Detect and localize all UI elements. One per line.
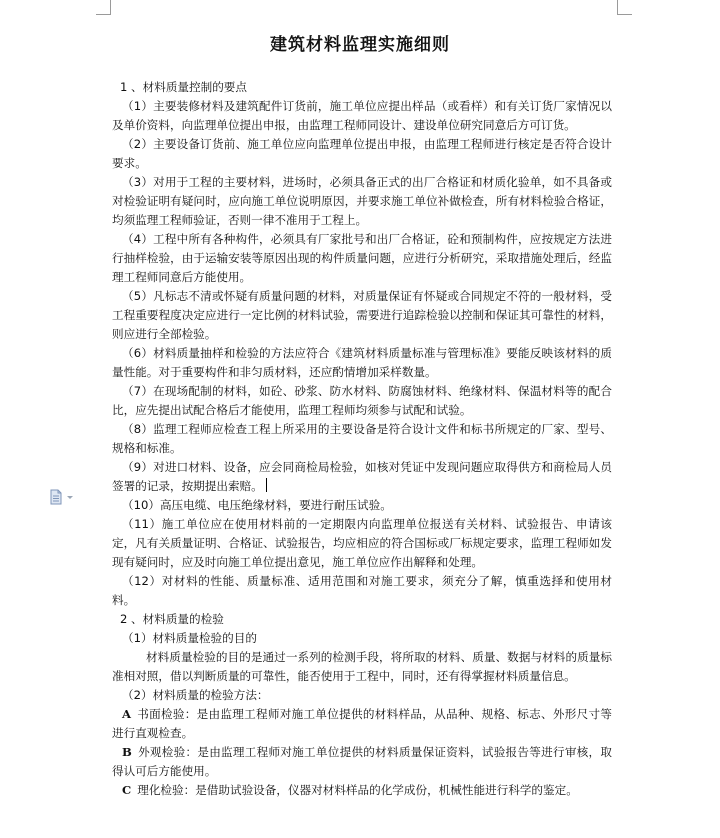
paragraph: [112, 648, 612, 686]
paragraph-text: （8）监理工程师应检查工程上所采用的主要设备是符合设计文件和标书所规定的厂家、型号、规格和标准。: [112, 422, 612, 455]
method-letter: A: [122, 707, 131, 721]
paragraph-text: （12）对材料的性能、质量标准、适用范围和对施工要求，须充分了解，慎重选择和使用材料。: [112, 574, 612, 607]
paragraph: [112, 686, 612, 705]
paragraph: [112, 230, 612, 287]
paragraph-text: 外观检验：是由监理工程师对施工单位提供的材料质量保证资料，试验报告等进行审核，取得认可后方能使用。: [112, 745, 612, 778]
paragraph: [112, 420, 612, 458]
paragraph: [112, 173, 612, 230]
paragraph-text: （5）凡标志不清或怀疑有质量问题的材料，对质量保证有怀疑或合同规定不符的一般材料，受工程重要程度决定应进行一定比例的材料试验，需要进行追踪检验以控制和保证其可靠性的材料，则应进行全部检验。: [112, 289, 612, 341]
paragraph-text: （9）对进口材料、设备，应会同商检局检验，如核对凭证中发现问题应取得供方和商检局人员签署的记录，按期提出索赔。: [112, 460, 612, 493]
paragraph-text: （10）高压电缆、电压绝缘材料，要进行耐压试验。: [122, 498, 392, 512]
paragraph-text: （11）施工单位应在使用材料前的一定期限内向监理单位报送有关材料、试验报告、申请该定，凡有关质量证明、合格证、试验报告，均应相应的符合国标或厂标规定要求，监理工程师如发现有疑问时，应及时向施工单位提出意见，施工单位应作出解释和处理。: [112, 517, 612, 569]
document-body[interactable]: [112, 78, 612, 800]
document-options-icon[interactable]: [48, 489, 78, 505]
method-item: [112, 705, 612, 743]
paragraph: [112, 135, 612, 173]
paragraph-text: 1 、材料质量控制的要点: [120, 80, 247, 94]
paragraph-text: （2）材料质量的检验方法：: [122, 688, 269, 702]
paragraph: [112, 458, 612, 496]
margin-corner-mark: [96, 0, 111, 15]
paragraph: [112, 287, 612, 344]
method-letter: B: [122, 745, 132, 759]
paragraph-text: （6）材料质量抽样和检验的方法应符合《建筑材料质量标准与管理标准》要能反映该材料的质量性能。对于重要构件和非匀质材料，还应酌情增加采样数量。: [112, 346, 612, 379]
paragraph: [112, 629, 612, 648]
paragraph: [112, 382, 612, 420]
paragraph: [112, 515, 612, 572]
paragraph-text: （1）主要装修材料及建筑配件订货前，施工单位应提出样品（或看样）和有关订货厂家情况以及单价资料，向监理单位提出申报，由监理工程师同设计、建设单位研究同意后方可订货。: [112, 99, 612, 132]
paragraph-text: （2）主要设备订货前、施工单位应向监理单位提出申报，由监理工程师进行核定是否符合设计要求。: [112, 137, 612, 170]
paragraph-text: （3）对用于工程的主要材料，进场时，必须具备正式的出厂合格证和材质化验单，如不具备或对检验证明有疑问时，应向施工单位说明原因，并要求施工单位补做检查，所有材料检验合格证，均须监理工程师验证，否则一律不准用于工程上。: [112, 175, 612, 227]
paragraph-text: 理化检验：是借助试验设备，仪器对材料样品的化学成份，机械性能进行科学的鉴定。: [137, 783, 578, 797]
section-heading: [112, 610, 612, 629]
method-item: [112, 781, 612, 800]
paragraph: [112, 496, 612, 515]
paragraph-text: （7）在现场配制的材料，如砼、砂浆、防水材料、防腐蚀材料、绝缘材料、保温材料等的配合比，应先提出试配合格后才能使用，监理工程师均须参与试配和试验。: [112, 384, 612, 417]
paragraph-text: （1）材料质量检验的目的: [122, 631, 257, 645]
document-title: 建筑材料监理实施细则: [270, 35, 450, 55]
paragraph-text: 书面检验：是由监理工程师对施工单位提供的材料样品，从品种、规格、标志、外形尺寸等进行直观检查。: [112, 707, 612, 740]
paragraph-text: 2 、材料质量的检验: [120, 612, 224, 626]
margin-corner-mark: [617, 0, 632, 15]
method-letter: C: [122, 783, 132, 797]
paragraph: [112, 572, 612, 610]
text-cursor: [266, 478, 267, 492]
method-item: [112, 743, 612, 781]
section-heading: [112, 78, 612, 97]
paragraph-text: （4）工程中所有各种构件，必须具有厂家批号和出厂合格证，砼和预制构件，应按规定方法进行抽样检验，由于运输安装等原因出现的构件质量问题，应进行分析研究，采取措施处理后，经监理工程师同意后方能使用。: [112, 232, 612, 284]
paragraph-text: 材料质量检验的目的是通过一系列的检测手段，将所取的材料、质量、数据与材料的质量标准相对照，借以判断质量的可靠性，能否使用于工程中，同时，还有得掌握材料质量信息。: [112, 650, 612, 683]
paragraph: [112, 344, 612, 382]
paragraph: [112, 97, 612, 135]
